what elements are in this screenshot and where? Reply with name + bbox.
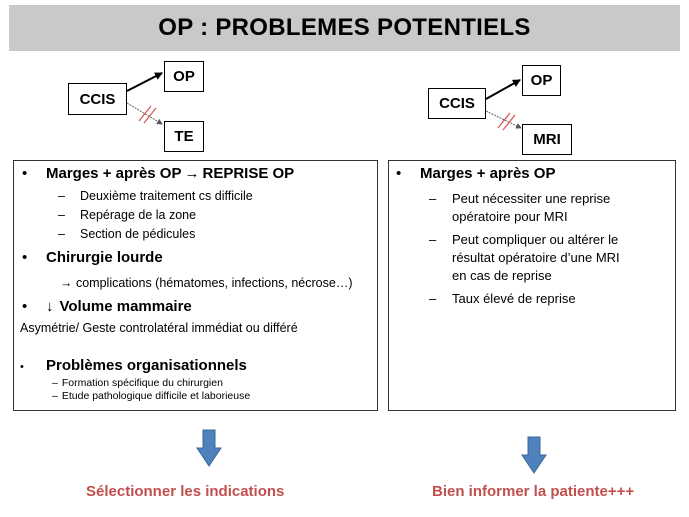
left-arrow-to-op xyxy=(127,73,162,91)
right-ccis-box xyxy=(428,88,486,119)
left-te-box xyxy=(164,121,204,152)
left-item-2-note: → complications (hématomes, infections, nécrose…) xyxy=(60,276,353,290)
bullet: • xyxy=(22,165,28,182)
right-arrow-to-op xyxy=(486,80,520,99)
right-op-label: OP xyxy=(530,72,553,89)
left-item-2-text: Chirurgie lourde xyxy=(46,249,163,266)
bottom-left-conclusion: Sélectionner les indications xyxy=(86,483,285,500)
right-sub-3: – Taux élevé de reprise xyxy=(429,291,576,306)
left-item-3-arrow: ↓ xyxy=(46,298,54,315)
left-item-1-sub-1: – Deuxième traitement cs difficile xyxy=(58,189,253,203)
left-blocked-marker xyxy=(139,106,156,123)
left-down-arrow-icon xyxy=(196,429,222,467)
left-item-3-note: Asymétrie/ Geste controlatéral immédiat ou différé xyxy=(20,321,298,335)
left-item-4: • Problèmes organisationnels xyxy=(20,357,247,374)
right-item-1: • Marges + après OP xyxy=(396,165,556,182)
left-item-3-text: Volume mammaire xyxy=(59,298,192,315)
left-te-label: TE xyxy=(174,128,194,145)
left-item-1-arrow: → xyxy=(184,165,200,182)
left-item-1 xyxy=(22,165,294,182)
left-item-4-sub-1: – Formation spécifique du chirurgien xyxy=(52,377,223,389)
right-blocked-marker xyxy=(498,113,515,130)
right-sub-1: – Peut nécessiter une reprise opératoire pour MRI xyxy=(429,191,611,224)
right-down-arrow-icon xyxy=(521,436,547,474)
left-item-3: • ↓ Volume mammaire xyxy=(22,298,192,315)
bottom-right-conclusion: Bien informer la patiente+++ xyxy=(432,483,635,500)
left-item-2: • Chirurgie lourde xyxy=(22,249,163,266)
left-item-1-text: Marges + après OP xyxy=(46,165,182,182)
left-ccis-box xyxy=(68,83,127,115)
left-item-4-text: Problèmes organisationnels xyxy=(46,357,247,374)
left-item-1-sub-2: – Repérage de la zone xyxy=(58,208,197,222)
right-ccis-label: CCIS xyxy=(439,95,475,112)
page-title: OP : PROBLEMES POTENTIELS xyxy=(158,14,531,41)
right-mri-box xyxy=(522,124,572,155)
right-item-1-text: Marges + après OP xyxy=(420,165,556,182)
left-ccis-label: CCIS xyxy=(79,90,116,108)
left-op-box xyxy=(164,61,204,92)
right-arrow-to-mri xyxy=(486,111,521,128)
right-sub-2: – Peut compliquer ou altérer le résultat opératoire d’une MRI en cas de reprise xyxy=(429,232,620,283)
left-item-1-sub-3: – Section de pédicules xyxy=(58,227,196,241)
right-mri-label: MRI xyxy=(533,131,561,148)
left-item-1-text-after: REPRISE OP xyxy=(202,165,295,182)
right-op-box xyxy=(522,65,561,96)
left-item-4-sub-2: – Etude pathologique difficile et laborieuse xyxy=(52,390,251,402)
left-op-label: OP xyxy=(173,68,195,85)
